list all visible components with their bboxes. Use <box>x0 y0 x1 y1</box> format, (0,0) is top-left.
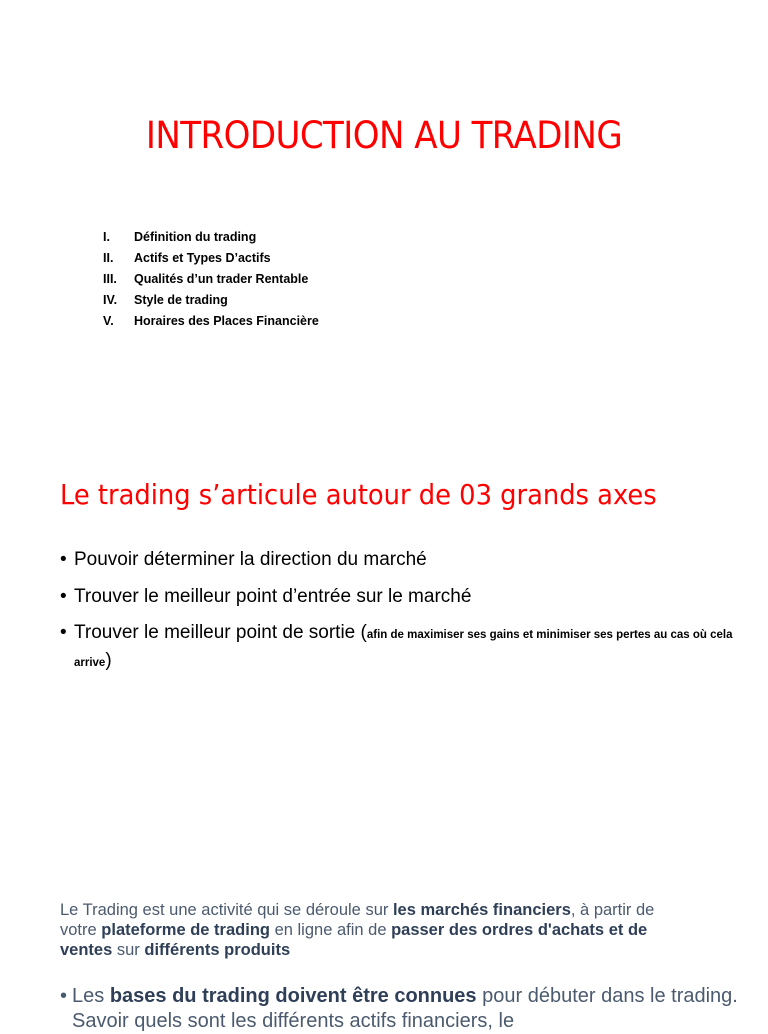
toc-number: V. <box>103 313 114 328</box>
toc-number: III. <box>103 271 117 286</box>
list-item <box>60 546 740 574</box>
toc-label: Horaires des Places Financière <box>134 313 319 328</box>
bullet-icon: • <box>60 585 67 607</box>
paragraph-text: pour débuter dans le trading. Savoir quels sont les différents actifs financiers, le <box>72 985 738 1032</box>
toc-label: Définition du trading <box>134 229 257 244</box>
paragraph-text: en ligne afin de <box>269 921 392 939</box>
paragraph-text: sur <box>112 941 145 959</box>
paragraph-bold: bases du trading doivent être connues <box>109 985 477 1007</box>
list-item <box>60 583 740 611</box>
list-item-note: afin de maximiser ses gains et minimiser ses pertes au cas où cela arrive <box>74 629 733 669</box>
toc-label: Actifs et Types D’actifs <box>134 250 271 265</box>
toc-number: II. <box>103 250 114 265</box>
bullet-icon: • <box>60 622 67 644</box>
trading-definition-paragraph <box>60 900 680 960</box>
bullet-icon: • <box>60 549 67 570</box>
paragraph-text: , à partir de votre <box>60 901 655 939</box>
list-item-text: Pouvoir déterminer la direction du marché <box>74 549 427 570</box>
toc-number: IV. <box>103 292 118 307</box>
toc-item <box>103 310 319 331</box>
list-item <box>60 619 740 674</box>
basics-list-item <box>60 984 752 1034</box>
bullet-icon: • <box>60 985 68 1007</box>
paragraph-bold: les marchés financiers <box>392 901 571 919</box>
list-item-close: ) <box>105 649 112 671</box>
table-of-contents <box>103 226 319 331</box>
toc-item <box>103 268 319 289</box>
paragraph-bold: plateforme de trading <box>101 921 270 939</box>
slide-title-introduction: INTRODUCTION AU TRADING <box>145 114 623 157</box>
axes-list <box>60 546 740 683</box>
toc-item <box>103 289 319 310</box>
toc-number: I. <box>103 229 110 244</box>
list-item-text: Trouver le meilleur point de sortie ( <box>74 622 367 644</box>
slide-title-axes: Le trading s’articule autour de 03 grands axes <box>60 478 657 511</box>
toc-label: Style de trading <box>134 292 228 307</box>
paragraph-text: Les <box>72 985 110 1007</box>
paragraph-bold: passer des ordres d'achats et de ventes <box>60 921 648 959</box>
list-item-text: Trouver le meilleur point d’entrée sur le marché <box>74 585 472 607</box>
toc-label: Qualités d’un trader Rentable <box>134 271 309 286</box>
paragraph-bold: différents produits <box>144 941 291 959</box>
toc-item <box>103 226 319 247</box>
paragraph-text: Le Trading est une activité qui se déroule sur <box>60 901 393 919</box>
toc-item <box>103 247 319 268</box>
